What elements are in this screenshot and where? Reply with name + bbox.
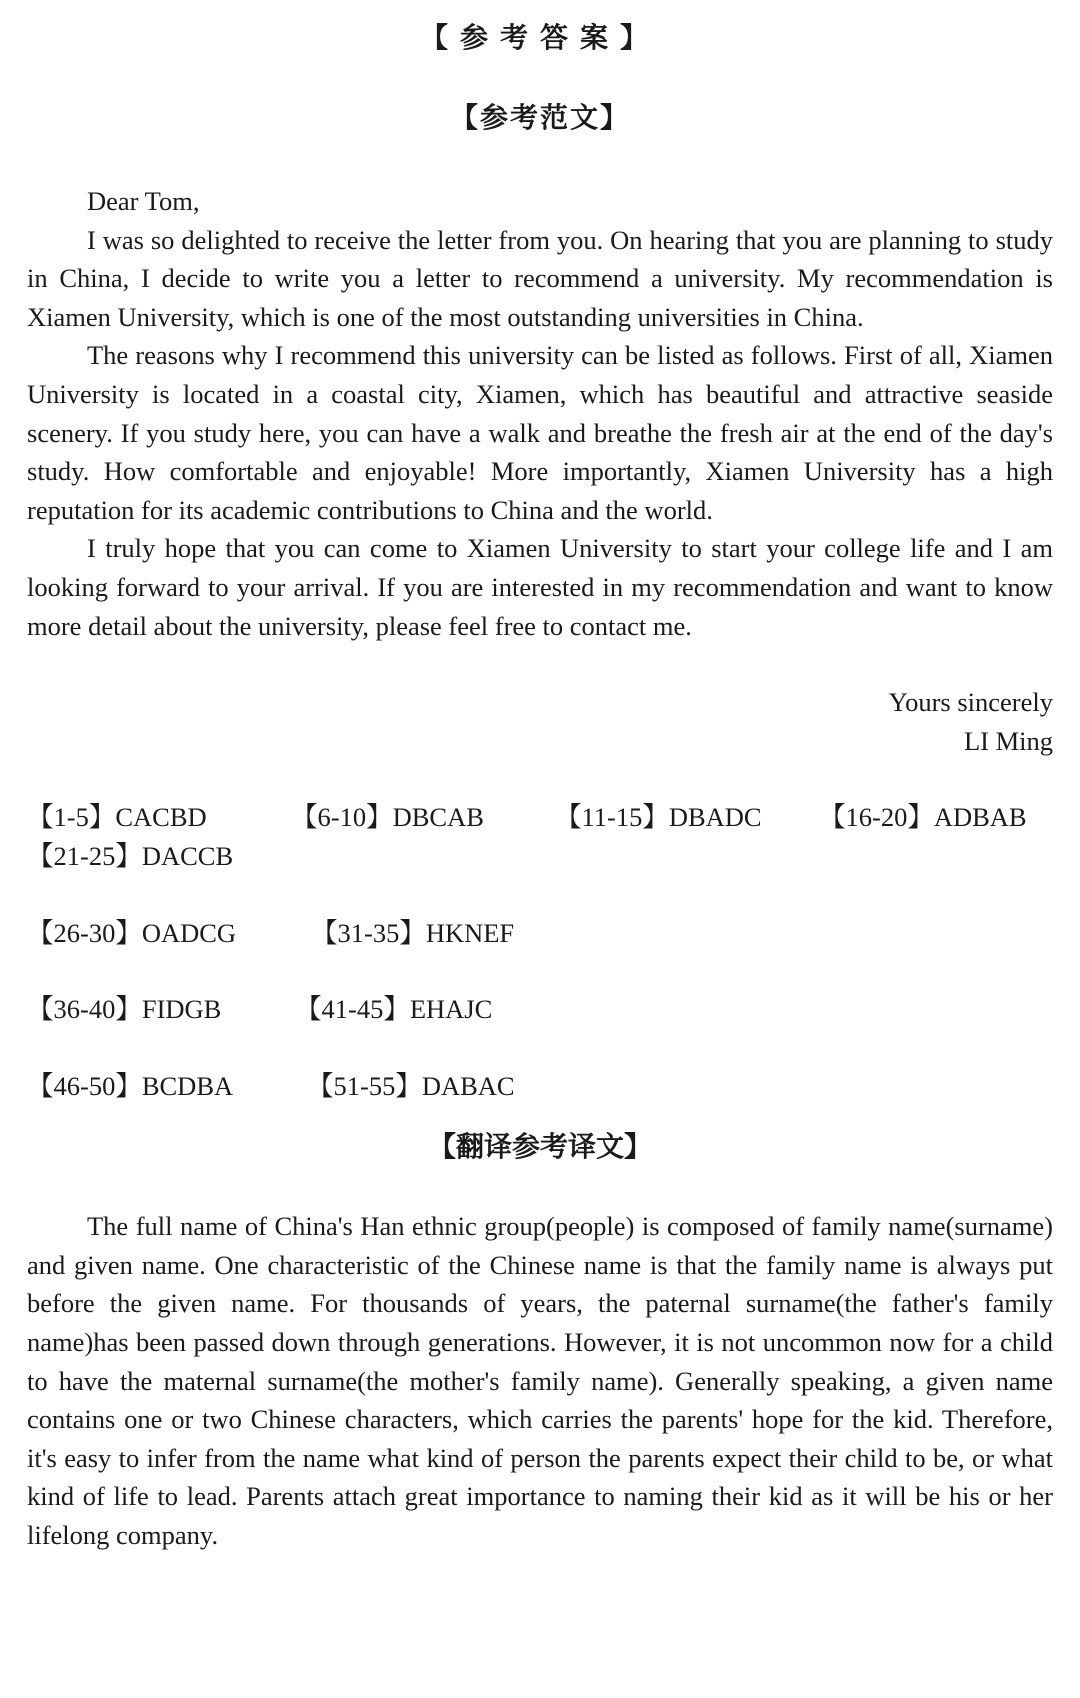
answer-group: 【26-30】OADCG	[27, 917, 237, 948]
translation-paragraph: The full name of China's Han ethnic group(people) is composed of family name(surname) and given name. One characteristic of the Chinese name is that the family name is always put before the given name. For thousands of years, the paternal surname(the father's family name)has been passed down through generations. However, it is not uncommon now for a child to have the maternal surname(the mother's family name). Generally speaking, a given name contains one or two Chinese characters, which carries the parents' hope for the kid. Therefore, it's easy to infer from the name what kind of person the parents expect their child to be, or what kind of life to lead. Parents attach great importance to naming their kid as it will be his or her lifelong company.	[27, 1211, 1053, 1551]
letter-closing-block	[27, 683, 1053, 760]
answer-group: 【16-20】ADBAB	[819, 802, 1027, 833]
answer-row	[27, 1067, 1053, 1106]
answer-document	[27, 0, 1053, 1555]
letter-paragraph: The reasons why I recommend this university can be listed as follows. First of all, Xiamen University is located in a coastal city, Xiamen, which has beautiful and attractive seaside scenery. If you study here, you can have a walk and breathe the fresh air at the end of the day's study. How comfortable and enjoyable! More importantly, Xiamen University has a high reputation for its academic contributions to China and the world.	[27, 340, 1053, 525]
model-letter	[27, 182, 1053, 645]
answer-row	[27, 798, 1053, 837]
answer-group: 【21-25】DACCB	[27, 840, 234, 871]
page-title: 【参考答案】	[419, 23, 660, 54]
answer-row	[27, 837, 1053, 876]
answer-group: 【36-40】FIDGB	[27, 994, 222, 1025]
letter-closing: Yours sincerely	[888, 687, 1053, 718]
essay-section-title: 【参考范文】	[449, 103, 630, 134]
answer-row	[27, 990, 1053, 1029]
answer-group: 【51-55】DABAC	[307, 1070, 515, 1101]
letter-signature: LI Ming	[963, 725, 1053, 756]
answer-group: 【6-10】DBCAB	[291, 802, 484, 833]
translation-text	[27, 1207, 1053, 1554]
letter-salutation: Dear Tom,	[87, 186, 200, 216]
translation-section-title: 【翻译参考译文】	[427, 1132, 652, 1164]
answer-row	[27, 914, 1053, 953]
answer-key	[27, 798, 1053, 1105]
answer-group: 【11-15】DBADC	[555, 802, 762, 833]
answer-group: 【1-5】CACBD	[27, 802, 207, 833]
letter-paragraph: I was so delighted to receive the letter from you. On hearing that you are planning to study in China, I decide to write you a letter to recommend a university. My recommendation is Xiamen University, which is one of the most outstanding universities in China.	[27, 224, 1053, 332]
letter-paragraph: I truly hope that you can come to Xiamen University to start your college life and I am looking forward to your arrival. If you are interested in my recommendation and want to know more detail about the university, please feel free to contact me.	[27, 533, 1053, 641]
answer-group: 【41-45】EHAJC	[295, 994, 493, 1025]
answer-group: 【46-50】BCDBA	[27, 1070, 234, 1101]
answer-group: 【31-35】HKNEF	[311, 917, 515, 948]
